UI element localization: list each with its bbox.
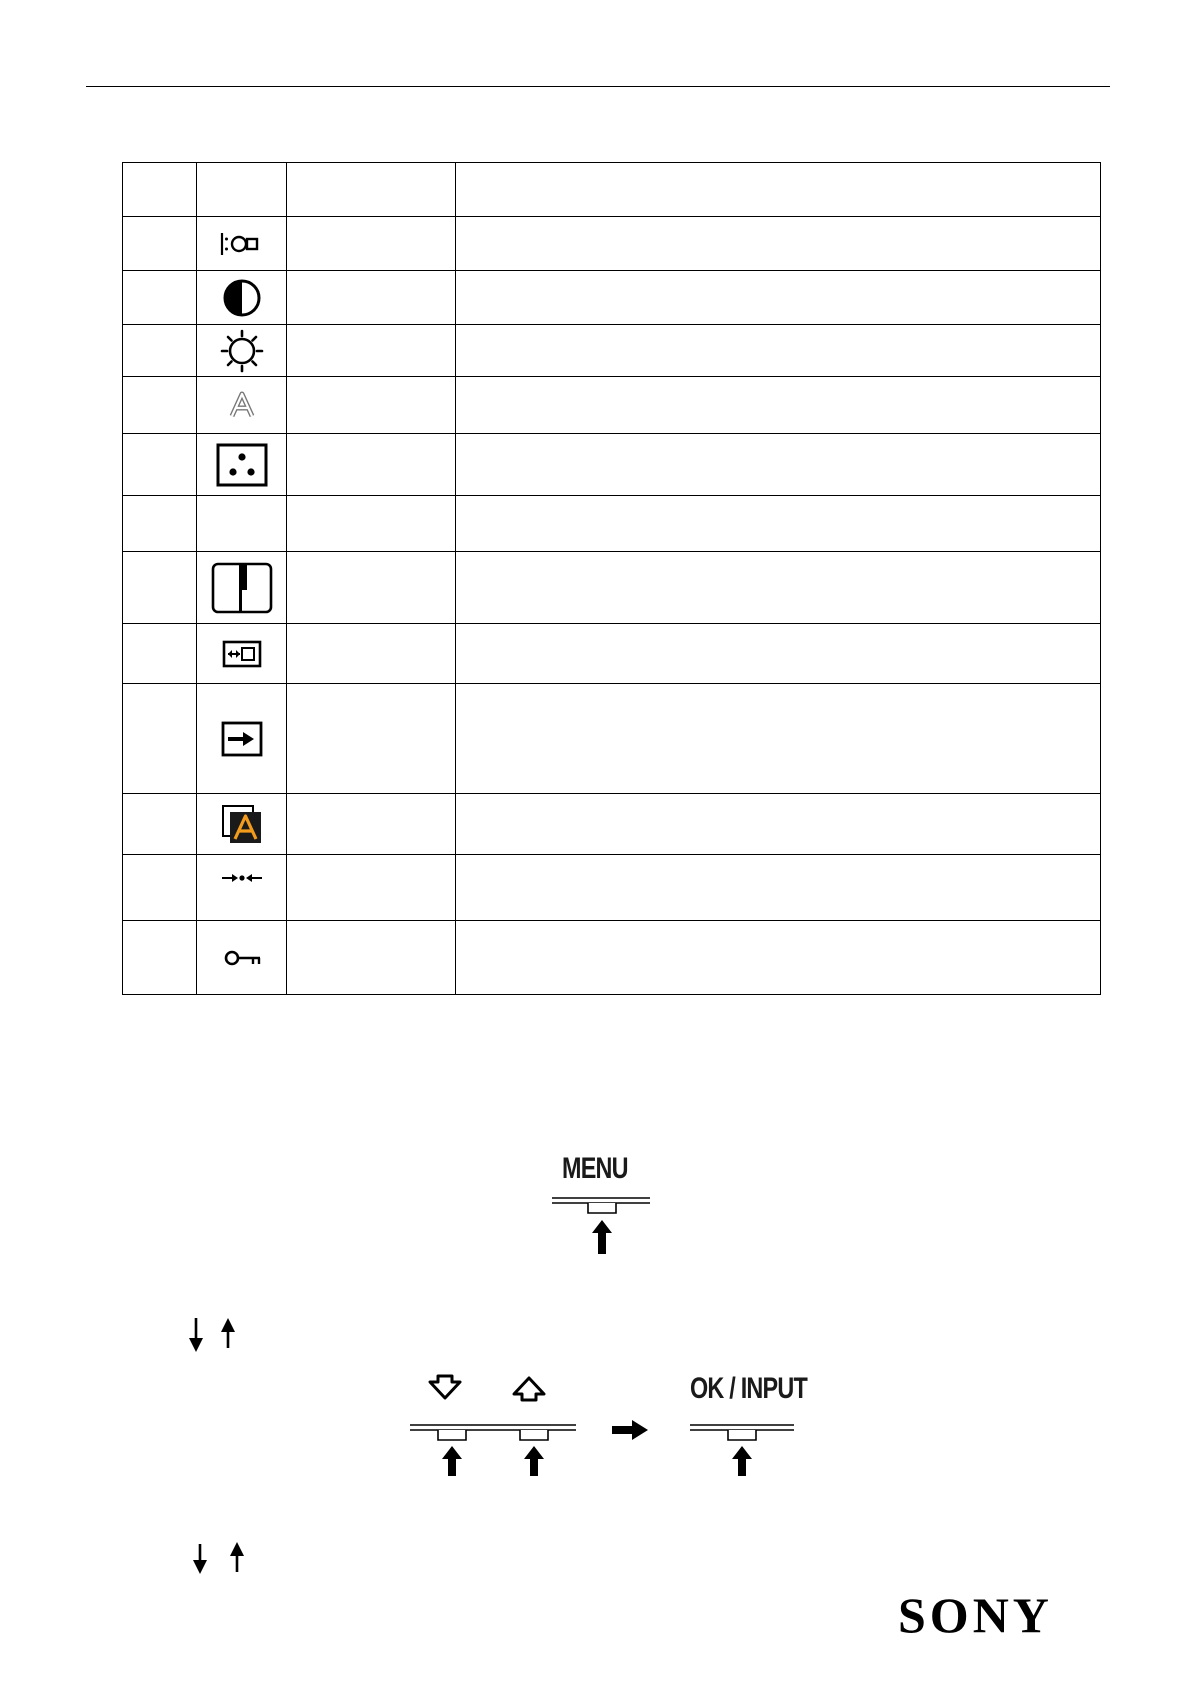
sony-logo: SONY — [898, 1587, 1053, 1643]
gamma-icon — [211, 562, 273, 614]
reset-icon — [220, 871, 264, 885]
top-rule — [86, 86, 1110, 87]
table-row — [123, 325, 1101, 377]
table-row — [123, 624, 1101, 684]
ok-input-button-diagram — [688, 1422, 796, 1480]
menu-lock-icon — [222, 948, 262, 968]
next-step-arrow-icon — [610, 1418, 650, 1442]
input-icon — [221, 721, 263, 757]
menu-button-diagram — [550, 1196, 652, 1258]
down-button-icon — [430, 1376, 460, 1398]
table-row — [123, 377, 1101, 434]
ok-input-button-label: OK / INPUT — [690, 1372, 808, 1405]
backlight-icon — [219, 229, 265, 259]
table-row — [123, 921, 1101, 995]
table-row — [123, 217, 1101, 271]
down-up-arrows-icon — [190, 1542, 250, 1576]
press-arrow-icon — [524, 1446, 544, 1476]
table-row — [123, 552, 1101, 624]
sharpness-icon — [227, 390, 257, 420]
table-row — [123, 684, 1101, 794]
press-arrow-icon — [732, 1446, 752, 1476]
color-icon — [216, 443, 268, 487]
down-up-arrows-icon — [186, 1316, 240, 1354]
press-arrow-icon — [442, 1446, 462, 1476]
down-up-buttons-diagram — [408, 1368, 578, 1478]
contrast-icon — [222, 278, 262, 318]
table-row — [123, 271, 1101, 325]
screen-icon — [222, 640, 262, 668]
language-icon — [221, 804, 263, 844]
up-button-icon — [514, 1378, 544, 1400]
table-row — [123, 794, 1101, 855]
table-header-row — [123, 163, 1101, 217]
brightness-icon — [219, 328, 265, 374]
menu-items-table — [122, 162, 1101, 995]
menu-button-label: MENU — [562, 1152, 628, 1185]
table-row — [123, 855, 1101, 921]
table-row — [123, 434, 1101, 496]
table-row — [123, 496, 1101, 552]
press-arrow-icon — [592, 1220, 612, 1254]
